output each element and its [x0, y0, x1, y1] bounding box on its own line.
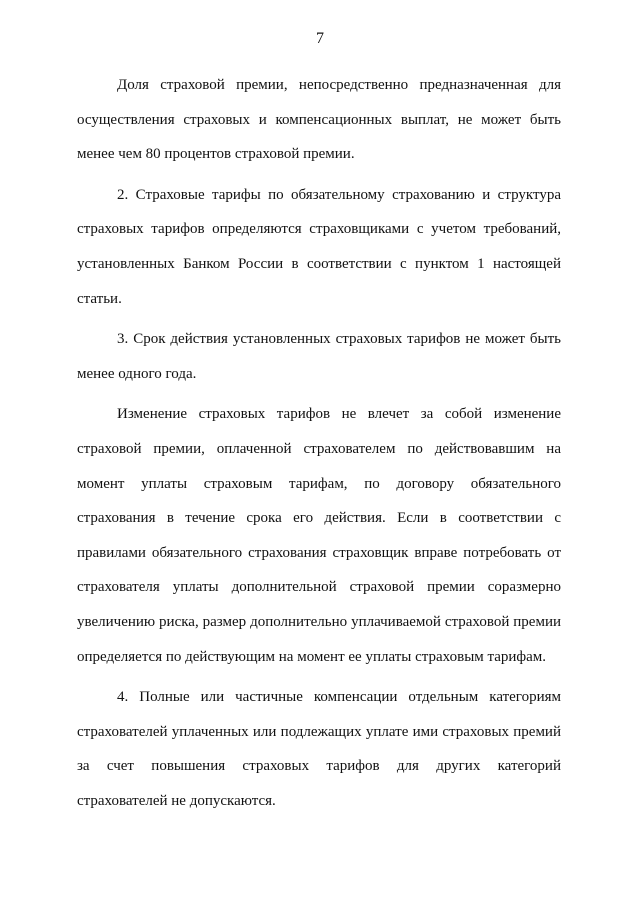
text-line: менее чем 80 процентов страховой премии.: [77, 146, 355, 163]
text-line: 2. Страховые тарифы по обязательному страхованию и структура: [117, 186, 561, 203]
text-line: страхователей не допускаются.: [77, 792, 276, 809]
text-line: менее одного года.: [77, 365, 197, 382]
text-line: статьи.: [77, 290, 122, 307]
text-line: Изменение страховых тарифов не влечет за собой изменение: [117, 406, 561, 423]
text-line: Доля страховой премии, непосредственно предназначенная для: [117, 77, 561, 93]
text-line: страхователя уплаты дополнительной страховой премии соразмерно: [77, 579, 561, 596]
text-line: установленных Банком России в соответствии с пунктом 1 настоящей: [77, 255, 561, 272]
document-body: [77, 68, 561, 818]
paragraph-premium-share: [77, 68, 561, 172]
text-line: страховой премии, оплаченной страхователем по действовавшим на: [77, 440, 561, 457]
text-line: за счет повышения страховых тарифов для других категорий: [77, 758, 561, 775]
text-line: 4. Полные или частичные компенсации отдельным категориям: [117, 689, 561, 706]
text-line: правилами обязательного страхования страховщик вправе потребовать от: [77, 544, 561, 561]
text-line: осуществления страховых и компенсационных выплат, не может быть: [77, 111, 561, 128]
text-line: момент уплаты страховым тарифам, по договору обязательного: [77, 475, 561, 492]
text-line: страховых тарифов определяются страховщиками с учетом требований,: [77, 221, 561, 238]
text-line: страхователей уплаченных или подлежащих уплате ими страховых премий: [77, 723, 561, 740]
text-line: страхования в течение срока его действия. Если в соответствии с: [77, 510, 561, 527]
page-number: 7: [316, 30, 324, 47]
paragraph-item-4: [77, 680, 561, 818]
paragraph-tariff-change: [77, 397, 561, 674]
paragraph-item-2: [77, 178, 561, 316]
paragraph-item-3: [77, 322, 561, 391]
text-line: увеличению риска, размер дополнительно уплачиваемой страховой премии: [77, 613, 561, 630]
text-line: определяется по действующим на момент ее уплаты страховым тарифам.: [77, 648, 547, 665]
text-line: 3. Срок действия установленных страховых тарифов не может быть: [117, 331, 561, 348]
